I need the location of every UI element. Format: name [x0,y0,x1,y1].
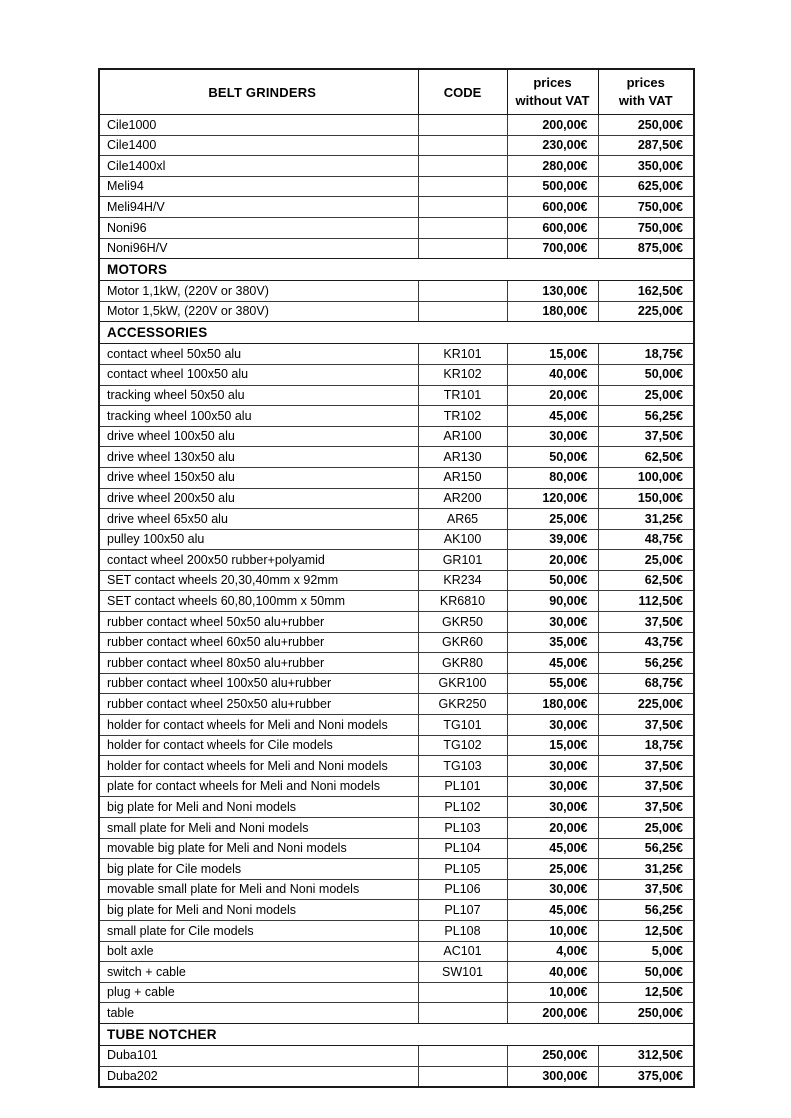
table-row [99,406,694,427]
product-name: Noni96H/V [99,238,418,259]
table-row [99,467,694,488]
table-row [99,797,694,818]
price-with-vat: 56,25€ [598,406,694,427]
price-without-vat: 55,00€ [507,673,598,694]
product-code: GKR60 [418,632,507,653]
product-name: big plate for Meli and Noni models [99,900,418,921]
product-name: contact wheel 50x50 alu [99,344,418,365]
price-with-vat: 12,50€ [598,920,694,941]
price-with-vat: 31,25€ [598,509,694,530]
product-code: PL108 [418,920,507,941]
product-code [418,281,507,302]
table-row [99,591,694,612]
price-with-vat: 37,50€ [598,797,694,818]
price-without-vat: 30,00€ [507,715,598,736]
product-name: drive wheel 100x50 alu [99,426,418,447]
table-header [99,69,694,115]
table-row [99,447,694,468]
price-with-vat: 56,25€ [598,838,694,859]
product-code [418,197,507,218]
price-without-vat: 45,00€ [507,406,598,427]
table-row [99,238,694,259]
product-name: Motor 1,5kW, (220V or 380V) [99,301,418,322]
price-without-vat: 10,00€ [507,982,598,1003]
table-row [99,920,694,941]
price-without-vat: 120,00€ [507,488,598,509]
column-header-code: CODE [418,69,507,115]
price-without-vat: 30,00€ [507,612,598,633]
price-without-vat: 700,00€ [507,238,598,259]
price-with-vat: 875,00€ [598,238,694,259]
product-code [418,1003,507,1024]
price-without-vat: 50,00€ [507,447,598,468]
price-without-vat: 45,00€ [507,838,598,859]
product-code: TR101 [418,385,507,406]
product-name: movable small plate for Meli and Noni models [99,879,418,900]
price-with-vat: 750,00€ [598,197,694,218]
product-code [418,982,507,1003]
price-without-vat: 40,00€ [507,364,598,385]
product-code: AR100 [418,426,507,447]
price-without-vat: 15,00€ [507,344,598,365]
table-row [99,653,694,674]
product-code [418,1066,507,1087]
price-without-vat: 30,00€ [507,776,598,797]
table-row [99,1003,694,1024]
column-header-price-without-vat [507,69,598,115]
product-code: SW101 [418,962,507,983]
section-title: ACCESSORIES [99,322,694,344]
price-without-vat: 30,00€ [507,756,598,777]
price-without-vat: 45,00€ [507,900,598,921]
product-code: PL103 [418,818,507,839]
price-list-page [98,68,693,1088]
product-name: big plate for Cile models [99,859,418,880]
price-without-vat-line1: prices [533,75,572,91]
product-name: drive wheel 200x50 alu [99,488,418,509]
product-name: Duba202 [99,1066,418,1087]
product-code: AK100 [418,529,507,550]
product-code: TG103 [418,756,507,777]
price-without-vat: 4,00€ [507,941,598,962]
price-with-vat: 50,00€ [598,364,694,385]
price-without-vat: 39,00€ [507,529,598,550]
product-code: PL107 [418,900,507,921]
price-with-vat: 150,00€ [598,488,694,509]
price-with-vat: 250,00€ [598,1003,694,1024]
product-code: AR130 [418,447,507,468]
product-code: PL104 [418,838,507,859]
price-without-vat: 230,00€ [507,135,598,156]
price-with-vat: 37,50€ [598,776,694,797]
price-without-vat: 250,00€ [507,1045,598,1066]
column-header-price-with-vat [598,69,694,115]
table-row [99,550,694,571]
product-name: bolt axle [99,941,418,962]
table-row [99,426,694,447]
table-row [99,673,694,694]
table-row [99,156,694,177]
price-with-vat: 68,75€ [598,673,694,694]
price-without-vat: 20,00€ [507,385,598,406]
product-code: TG102 [418,735,507,756]
product-name: drive wheel 65x50 alu [99,509,418,530]
table-row [99,776,694,797]
product-name: plate for contact wheels for Meli and Noni models [99,776,418,797]
product-name: Duba101 [99,1045,418,1066]
product-code: GKR100 [418,673,507,694]
price-with-vat: 350,00€ [598,156,694,177]
column-header-name: BELT GRINDERS [99,69,418,115]
price-with-vat: 56,25€ [598,653,694,674]
price-with-vat: 5,00€ [598,941,694,962]
price-with-vat: 312,50€ [598,1045,694,1066]
product-name: tracking wheel 100x50 alu [99,406,418,427]
product-name: drive wheel 150x50 alu [99,467,418,488]
price-without-vat: 30,00€ [507,426,598,447]
product-name: holder for contact wheels for Cile models [99,735,418,756]
product-name: Cile1000 [99,115,418,136]
price-with-vat: 37,50€ [598,879,694,900]
product-name: Cile1400xl [99,156,418,177]
price-with-vat: 37,50€ [598,612,694,633]
product-code: AR65 [418,509,507,530]
product-name: Noni96 [99,217,418,238]
product-name: big plate for Meli and Noni models [99,797,418,818]
product-name: movable big plate for Meli and Noni models [99,838,418,859]
price-without-vat: 10,00€ [507,920,598,941]
price-without-vat: 200,00€ [507,115,598,136]
price-with-vat: 100,00€ [598,467,694,488]
product-name: Cile1400 [99,135,418,156]
product-name: Meli94 [99,176,418,197]
table-row [99,176,694,197]
table-row [99,364,694,385]
table-row [99,735,694,756]
price-with-vat: 18,75€ [598,344,694,365]
header-row [99,69,694,115]
product-name: Meli94H/V [99,197,418,218]
table-body [99,115,694,1088]
price-with-vat: 62,50€ [598,570,694,591]
product-code: GKR50 [418,612,507,633]
product-code: KR101 [418,344,507,365]
product-name: rubber contact wheel 60x50 alu+rubber [99,632,418,653]
product-code: PL102 [418,797,507,818]
product-code: AR150 [418,467,507,488]
product-code: GKR250 [418,694,507,715]
price-without-vat: 50,00€ [507,570,598,591]
price-with-vat: 56,25€ [598,900,694,921]
table-row [99,1045,694,1066]
product-name: SET contact wheels 20,30,40mm x 92mm [99,570,418,591]
product-code [418,301,507,322]
price-with-vat: 225,00€ [598,301,694,322]
product-code: PL106 [418,879,507,900]
price-without-vat: 40,00€ [507,962,598,983]
price-without-vat: 130,00€ [507,281,598,302]
price-without-vat: 15,00€ [507,735,598,756]
product-name: rubber contact wheel 250x50 alu+rubber [99,694,418,715]
price-without-vat: 35,00€ [507,632,598,653]
table-row [99,197,694,218]
product-name: holder for contact wheels for Meli and Noni models [99,715,418,736]
price-without-vat: 280,00€ [507,156,598,177]
table-row [99,488,694,509]
table-row [99,281,694,302]
product-code: PL101 [418,776,507,797]
product-name: holder for contact wheels for Meli and Noni models [99,756,418,777]
price-with-vat: 37,50€ [598,426,694,447]
product-name: rubber contact wheel 100x50 alu+rubber [99,673,418,694]
product-code: AR200 [418,488,507,509]
price-without-vat: 30,00€ [507,797,598,818]
price-without-vat-line2: without VAT [515,93,590,108]
product-code: GKR80 [418,653,507,674]
product-code [418,238,507,259]
price-with-vat-line2: with VAT [618,93,673,108]
price-with-vat: 375,00€ [598,1066,694,1087]
product-code: AC101 [418,941,507,962]
product-name: tracking wheel 50x50 alu [99,385,418,406]
product-code: KR102 [418,364,507,385]
price-without-vat: 90,00€ [507,591,598,612]
price-without-vat: 25,00€ [507,859,598,880]
table-row [99,529,694,550]
product-name: table [99,1003,418,1024]
product-code [418,176,507,197]
table-row [99,859,694,880]
product-code [418,135,507,156]
table-row [99,900,694,921]
table-row [99,838,694,859]
product-name: Motor 1,1kW, (220V or 380V) [99,281,418,302]
price-without-vat: 300,00€ [507,1066,598,1087]
table-row [99,756,694,777]
product-name: pulley 100x50 alu [99,529,418,550]
price-without-vat: 500,00€ [507,176,598,197]
price-with-vat: 18,75€ [598,735,694,756]
product-code [418,115,507,136]
table-row [99,982,694,1003]
price-with-vat: 25,00€ [598,550,694,571]
price-without-vat: 80,00€ [507,467,598,488]
product-code: GR101 [418,550,507,571]
product-code: PL105 [418,859,507,880]
section-header-accessories [99,322,694,344]
table-row [99,879,694,900]
table-row [99,301,694,322]
product-name: contact wheel 200x50 rubber+polyamid [99,550,418,571]
section-header-tube-notcher [99,1023,694,1045]
table-row [99,217,694,238]
table-row [99,612,694,633]
price-with-vat: 37,50€ [598,715,694,736]
product-name: switch + cable [99,962,418,983]
product-name: rubber contact wheel 80x50 alu+rubber [99,653,418,674]
table-row [99,941,694,962]
product-name: drive wheel 130x50 alu [99,447,418,468]
price-with-vat-line1: prices [626,75,665,91]
product-code: TG101 [418,715,507,736]
table-row [99,115,694,136]
product-name: plug + cable [99,982,418,1003]
price-without-vat: 180,00€ [507,301,598,322]
price-with-vat: 250,00€ [598,115,694,136]
table-row [99,570,694,591]
product-name: contact wheel 100x50 alu [99,364,418,385]
price-with-vat: 162,50€ [598,281,694,302]
price-with-vat: 625,00€ [598,176,694,197]
price-with-vat: 48,75€ [598,529,694,550]
price-with-vat: 31,25€ [598,859,694,880]
price-without-vat: 30,00€ [507,879,598,900]
price-with-vat: 43,75€ [598,632,694,653]
product-code [418,1045,507,1066]
table-row [99,715,694,736]
price-with-vat: 25,00€ [598,385,694,406]
table-row [99,344,694,365]
price-without-vat: 45,00€ [507,653,598,674]
section-title: MOTORS [99,259,694,281]
price-with-vat: 12,50€ [598,982,694,1003]
price-with-vat: 225,00€ [598,694,694,715]
price-with-vat: 37,50€ [598,756,694,777]
product-code: KR6810 [418,591,507,612]
price-without-vat: 600,00€ [507,217,598,238]
price-with-vat: 750,00€ [598,217,694,238]
table-row [99,818,694,839]
price-list-table [98,68,695,1088]
table-row [99,385,694,406]
product-code [418,217,507,238]
product-name: small plate for Cile models [99,920,418,941]
table-row [99,694,694,715]
product-name: rubber contact wheel 50x50 alu+rubber [99,612,418,633]
table-row [99,1066,694,1087]
product-name: small plate for Meli and Noni models [99,818,418,839]
price-with-vat: 112,50€ [598,591,694,612]
table-row [99,135,694,156]
price-without-vat: 600,00€ [507,197,598,218]
table-row [99,509,694,530]
price-with-vat: 62,50€ [598,447,694,468]
price-without-vat: 200,00€ [507,1003,598,1024]
section-title: TUBE NOTCHER [99,1023,694,1045]
product-code [418,156,507,177]
section-header-motors [99,259,694,281]
product-code: KR234 [418,570,507,591]
price-with-vat: 50,00€ [598,962,694,983]
price-with-vat: 287,50€ [598,135,694,156]
table-row [99,632,694,653]
product-name: SET contact wheels 60,80,100mm x 50mm [99,591,418,612]
price-without-vat: 180,00€ [507,694,598,715]
price-without-vat: 25,00€ [507,509,598,530]
table-row [99,962,694,983]
price-without-vat: 20,00€ [507,818,598,839]
price-without-vat: 20,00€ [507,550,598,571]
product-code: TR102 [418,406,507,427]
price-with-vat: 25,00€ [598,818,694,839]
